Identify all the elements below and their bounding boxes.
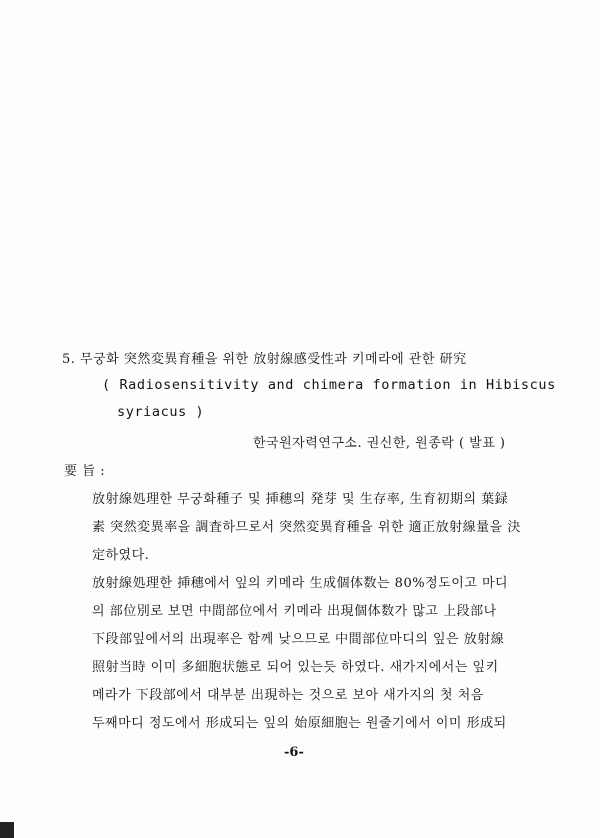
- body-line: 放射線処理한 挿穗에서 잎의 키메라 生成個体数는 80%정도이고 마디: [92, 576, 509, 591]
- body-line: 素 突然変異率을 調査하므로서 突然変異育種을 위한 適正放射線量을 決: [92, 520, 521, 535]
- english-title-line-2: syriacus ): [117, 404, 205, 420]
- body-line: 下段部잎에서의 出現率은 함께 낮으므로 中間部位마디의 잎은 放射線: [92, 632, 505, 647]
- body-line: 照射当時 이미 多細胞状態로 되어 있는듯 하였다. 새가지에서는 잎키: [92, 660, 499, 675]
- body-line: 放射線処理한 무궁화種子 및 挿穗의 発芽 및 生存率, 生育初期의 葉録: [92, 492, 509, 507]
- authors-line: 한국원자력연구소. 권신한, 원종락 ( 발표 ): [253, 436, 506, 451]
- scan-edge-mark: [0, 822, 14, 838]
- page-number: -6-: [284, 745, 304, 760]
- body-line: 두째마디 정도에서 形成되는 잎의 始原細胞는 원줄기에서 이미 形成되: [92, 716, 507, 731]
- body-line: 메라가 下段部에서 대부분 出現하는 것으로 보아 새가지의 첫 처음: [92, 688, 484, 703]
- english-title-line-1: ( Radiosensitivity and chimera formation in Hibiscus: [102, 377, 556, 393]
- body-line: 定하였다.: [92, 548, 150, 563]
- body-line: 의 部位別로 보면 中間部位에서 키메라 出現個体数가 많고 上段部나: [92, 604, 497, 619]
- section-heading: 5. 무궁화 突然変異育種을 위한 放射線感受性과 키메라에 관한 研究: [62, 352, 467, 367]
- summary-label: 要 旨 :: [64, 464, 106, 479]
